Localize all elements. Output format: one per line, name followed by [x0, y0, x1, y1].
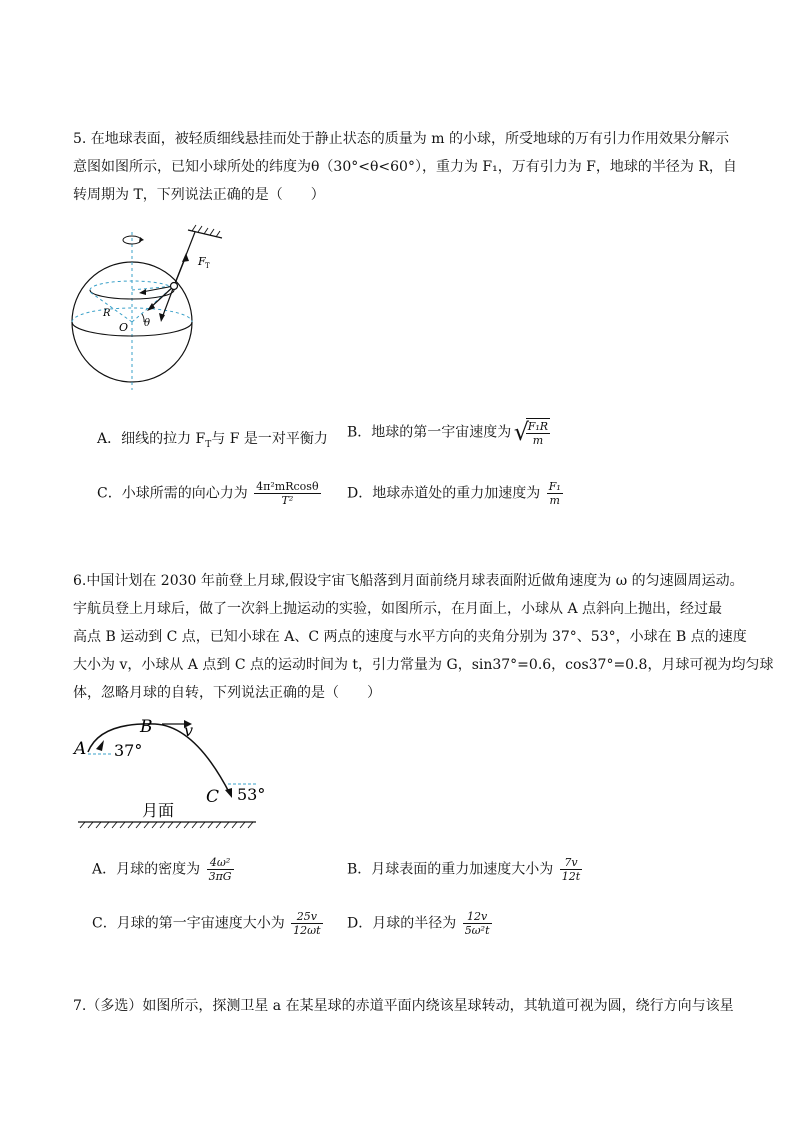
q6-option-c: C．月球的第一宇宙速度大小为 $\frac{25v}{12\omega t}$	[92, 910, 321, 937]
q5-option-d: D．地球赤道处的重力加速度为 $\frac{\text{F₁}}{m}$	[347, 480, 561, 507]
q6-figure	[70, 712, 270, 832]
q5-label-o: O	[119, 321, 129, 334]
q6-label-37: 37°	[114, 741, 143, 760]
q6-option-d: D．月球的半径为 $\frac{12v}{\text{5ω²t}}$	[347, 910, 490, 937]
q6-label-ground: 月面	[142, 801, 175, 820]
q5-option-a: A．细线的拉力 $F_T$与 F 是一对平衡力	[97, 431, 328, 450]
q6-label-a: A	[74, 739, 87, 759]
q5-option-b: B．地球的第一宇宙速度为 √ $\frac{\text{F₁R}}{m}$	[347, 418, 552, 447]
q7-stem-line1: 7.（多选）如图所示，探测卫星 a 在某星球的赤道平面内绕该星球转动，其轨道可视为圆，绕行方向与该星	[73, 998, 734, 1014]
q6-stem-line4: 大小为 v，小球从 A 点到 C 点的运动时间为 t，引力常量为 G，sin37°=0.6，cos37°=0.8，月球可视为均匀球	[73, 657, 774, 673]
q6-label-b: B	[140, 717, 153, 737]
q6-stem-line5: 体，忽略月球的自转，下列说法正确的是（ ）	[73, 685, 381, 701]
q6-stem-line2: 宇航员登上月球后，做了一次斜上抛运动的实验，如图所示，在月面上，小球从 A 点斜向上抛出，经过最	[73, 601, 723, 617]
q5-stem-line1: 5. 在地球表面，被轻质细线悬挂而处于静止状态的质量为 m 的小球，所受地球的万有引力作用效果分解示	[73, 131, 729, 147]
q5-stem-line3: 转周期为 T，下列说法正确的是（ ）	[73, 187, 325, 203]
q6-option-a: A．月球的密度为 $\frac{\text{4ω²}}{3\pi G}$	[92, 856, 232, 883]
q5-label-ft-sub: T	[205, 262, 210, 270]
q6-label-c: C	[206, 787, 220, 807]
q5-label-ft: F	[198, 255, 206, 268]
q5-stem-line2: 意图如图所示，已知小球所处的纬度为θ（30°<θ<60°），重力为 F₁，万有引力为 F，地球的半径为 R，自	[73, 159, 737, 175]
q6-stem-line1: 6.中国计划在 2030 年前登上月球,假设宇宙飞船落到月面前绕月球表面附近做角速度为 ω 的匀速圆周运动。	[73, 573, 744, 589]
q5-label-theta: θ	[144, 318, 151, 329]
q6-option-b: B．月球表面的重力加速度大小为 $\frac{7v}{12t}$	[347, 856, 581, 883]
q5-label-r: R	[103, 308, 111, 319]
q5-option-c: C．小球所需的向心力为 $\frac{\text{4π²mRcosθ}}{\text{T²}}$	[97, 480, 319, 507]
q6-label-v: v	[184, 721, 194, 740]
q6-stem-line3: 高点 B 运动到 C 点，已知小球在 A、C 两点的速度与水平方向的夹角分别为 37°、53°，小球在 B 点的速度	[73, 629, 747, 645]
q6-label-53: 53°	[237, 785, 266, 804]
q5-figure	[60, 220, 260, 395]
